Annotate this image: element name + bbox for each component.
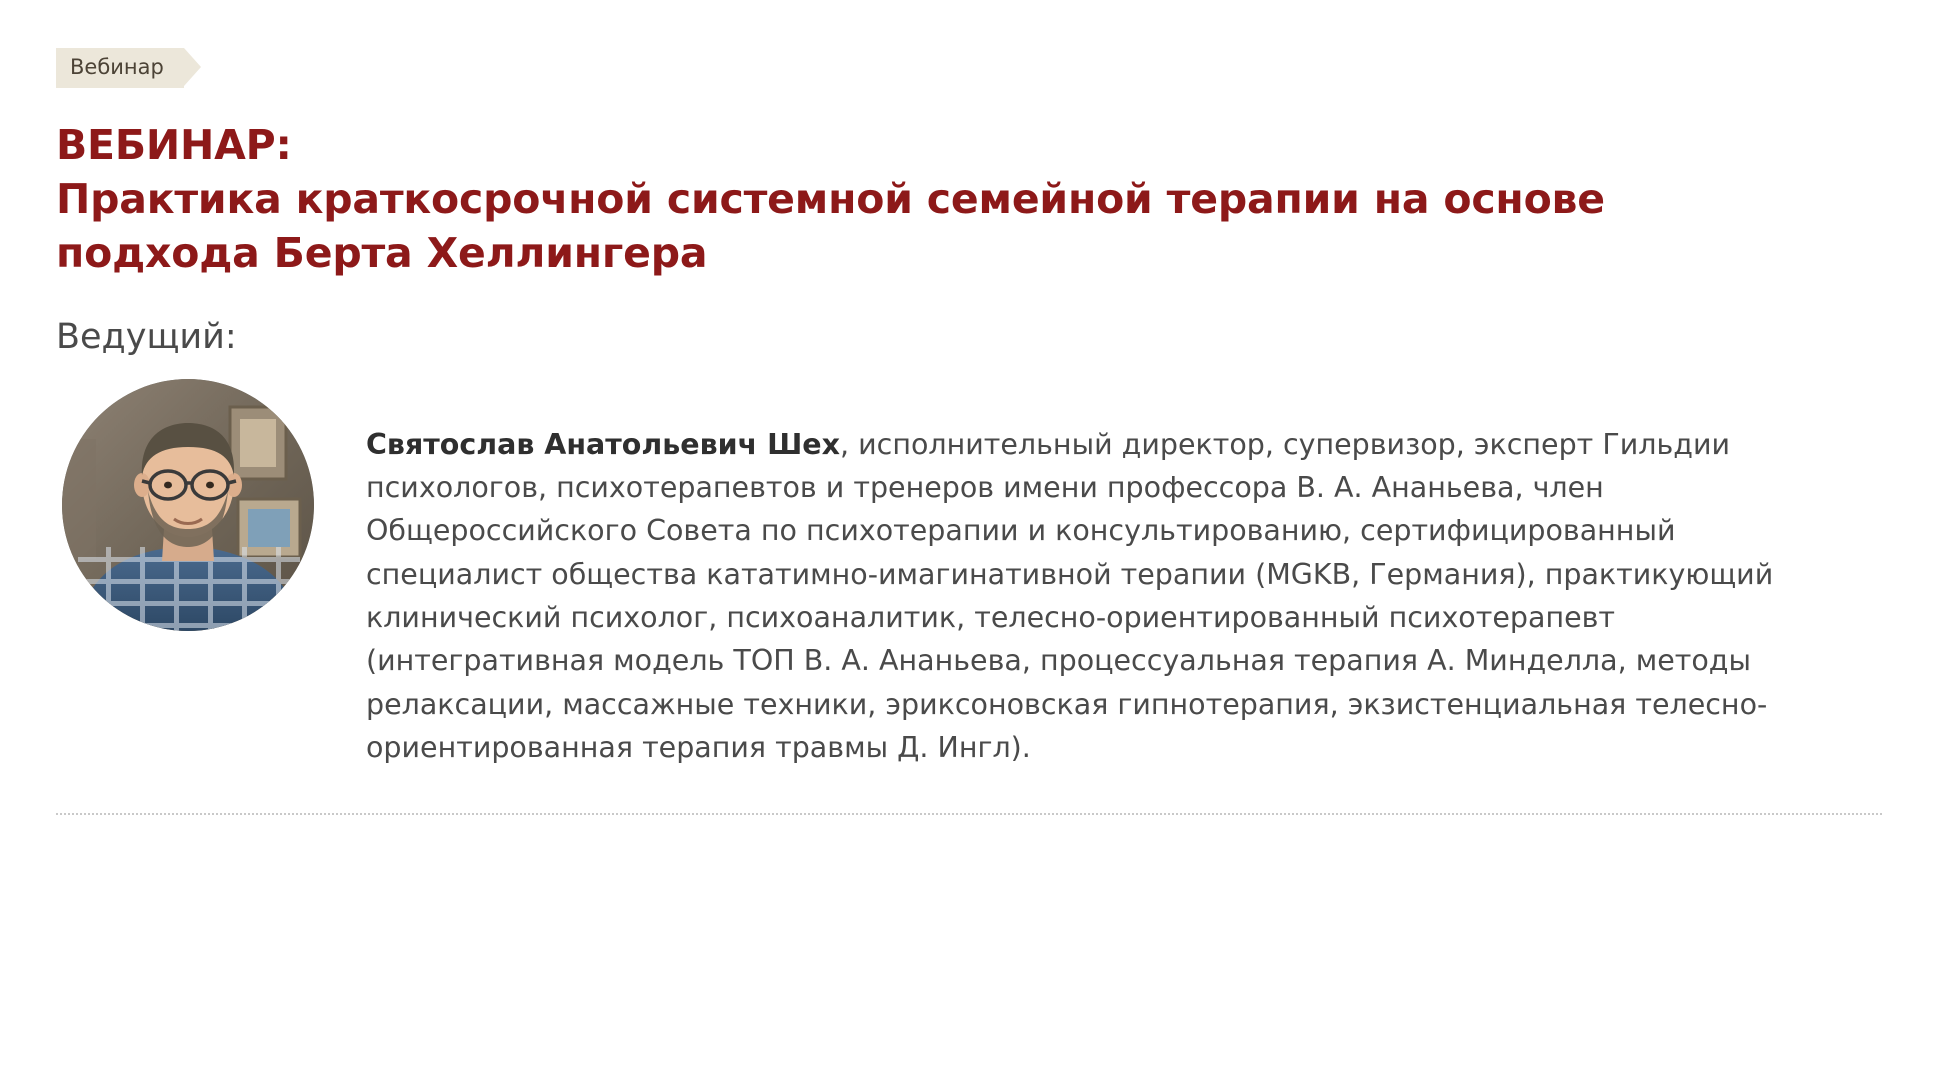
- page-title: [56, 118, 1756, 280]
- presenter-photo-icon: [62, 379, 314, 631]
- section-divider: [56, 813, 1882, 815]
- presenter-block: [56, 379, 1883, 770]
- presenter-bio-text: , исполнительный директор, супервизор, эксперт Гильдии психологов, психотерапевтов и тренеров имени профессора В. А. Ананьева, член Общероссийского Совета по психотерапии и консультированию, сертифицированный специалист общества кататимно-имагинативной терапии (MGKB, Германия), практикующий клинический психолог, психоаналитик, телесно-ориентированный психотерапевт (интегративная модель ТОП В. А. Ананьева, процессуальная терапия А. Минделла, методы релаксации, массажные техники, эриксоновская гипнотерапия, экзистенциальная телесно-ориентированная терапия травмы Д. Ингл).: [366, 427, 1774, 765]
- host-label: Ведущий:: [56, 317, 237, 358]
- page-title-line-1: ВЕБИНАР:: [56, 121, 292, 169]
- presenter-bio: [366, 379, 1846, 770]
- presenter-name: Святослав Анатольевич Шех: [366, 427, 841, 461]
- page-title-line-2: Практика краткосрочной системной семейной терапии на основе подхода Берта Хеллингера: [56, 175, 1605, 278]
- category-tag: [56, 48, 184, 88]
- category-tag-label: Вебинар: [56, 48, 184, 88]
- presenter-avatar: [62, 379, 314, 631]
